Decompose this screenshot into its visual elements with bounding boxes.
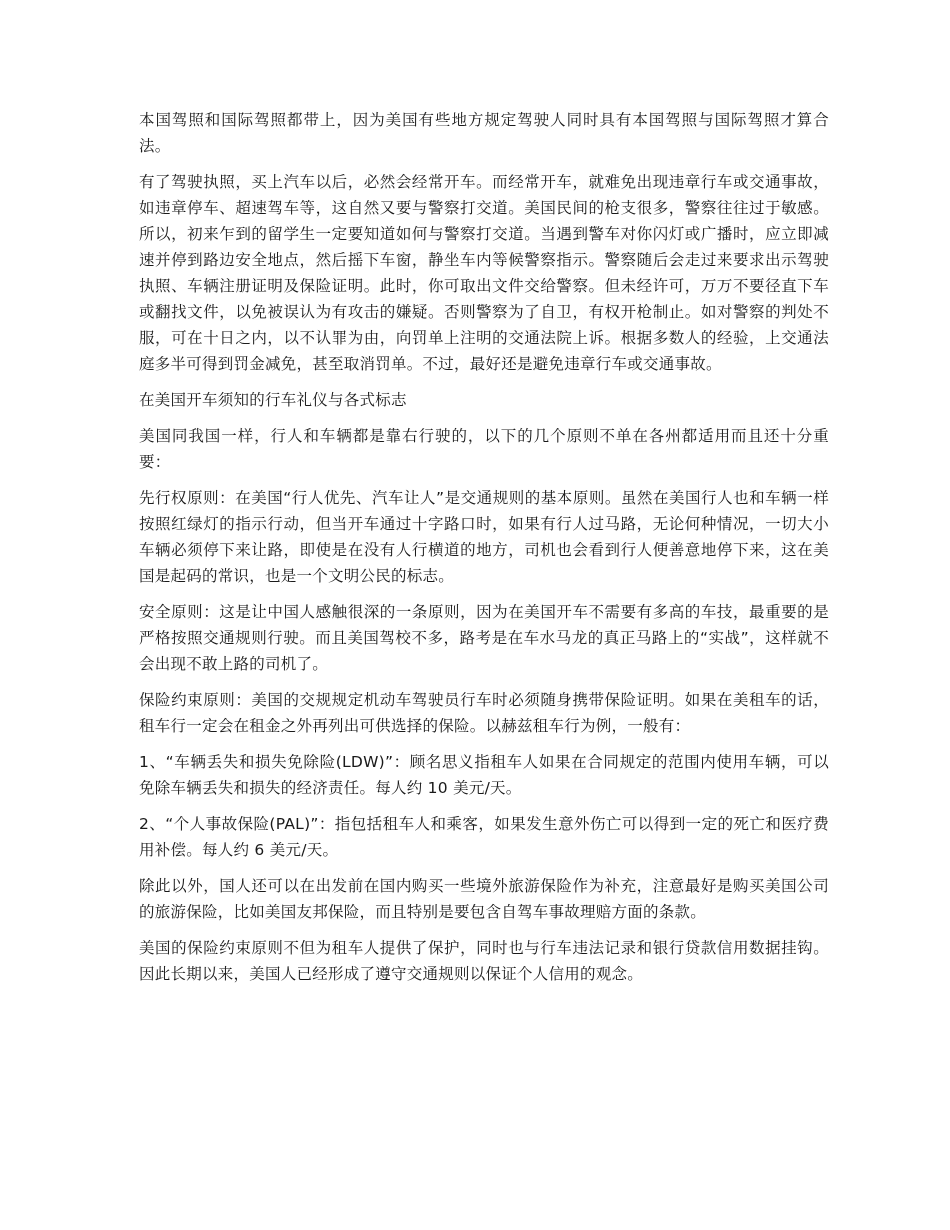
list-item-ldw: 1、“车辆丢失和损失免除险(LDW)”：顾名思义指租车人如果在合同规定的范围内使用车辆，可以免除车辆丢失和损失的经济责任。每人约 10 美元/天。	[139, 753, 829, 797]
paragraph-travel-insurance: 除此以外，国人还可以在出发前在国内购买一些境外旅游保险作为补充，注意最好是购买美国公司的旅游保险，比如美国友邦保险，而且特别是要包含自驾车事故理赔方面的条款。	[139, 877, 829, 921]
paragraph-police: 有了驾驶执照，买上汽车以后，必然会经常开车。而经常开车，就难免出现违章行车或交通事故，如违章停车、超速驾车等，这自然又要与警察打交道。美国民间的枪支很多，警察往往过于敏感。所以，初来乍到的留学生一定要知道如何与警察打交道。当遇到警车对你闪灯或广播时，应立即减速并停到路边安全地点，然后摇下车窗，静坐车内等候警察指示。警察随后会走过来要求出示驾驶执照、车辆注册证明及保险证明。此时，你可取出文件交给警察。但未经许可，万万不要径直下车或翻找文件，以免被误认为有攻击的嫌疑。否则警察为了自卫，有权开枪制止。如对警察的判处不服，可在十日之内，以不认罪为由，向罚单上注明的交通法院上诉。根据多数人的经验，上交通法庭多半可得到罚金减免，甚至取消罚单。不过，最好还是避免违章行车或交通事故。	[139, 173, 829, 373]
section-heading: 在美国开车须知的行车礼仪与各式标志	[139, 391, 407, 409]
paragraph-insurance: 保险约束原则：美国的交规规定机动车驾驶员行车时必须随身携带保险证明。如果在美租车的话，租车行一定会在租金之外再列出可供选择的保险。以赫兹租车行为例，一般有：	[139, 691, 829, 735]
paragraph-license: 本国驾照和国际驾照都带上，因为美国有些地方规定驾驶人同时具有本国驾照与国际驾照才算合法。	[139, 111, 829, 155]
list-item-pal: 2、“个人事故保险(PAL)”：指包括租车人和乘客，如果发生意外伤亡可以得到一定的死亡和医疗费用补偿。每人约 6 美元/天。	[139, 815, 829, 859]
paragraph-safety: 安全原则：这是让中国人感触很深的一条原则，因为在美国开车不需要有多高的车技，最重要的是严格按照交通规则行驶。而且美国驾校不多，路考是在车水马龙的真正马路上的“实战”，这样就不会出现不敢上路的司机了。	[139, 603, 829, 673]
document-body	[139, 107, 829, 997]
paragraph-credit: 美国的保险约束原则不但为租车人提供了保护，同时也与行车违法记录和银行贷款信用数据挂钩。因此长期以来，美国人已经形成了遵守交通规则以保证个人信用的观念。	[139, 939, 829, 983]
paragraph-right-side: 美国同我国一样，行人和车辆都是靠右行驶的，以下的几个原则不单在各州都适用而且还十分重要：	[139, 427, 829, 471]
paragraph-right-of-way: 先行权原则：在美国“行人优先、汽车让人”是交通规则的基本原则。虽然在美国行人也和车辆一样按照红绿灯的指示行动，但当开车通过十字路口时，如果有行人过马路，无论何种情况，一切大小车辆必须停下来让路，即使是在没有人行横道的地方，司机也会看到行人便善意地停下来，这在美国是起码的常识，也是一个文明公民的标志。	[139, 489, 829, 585]
